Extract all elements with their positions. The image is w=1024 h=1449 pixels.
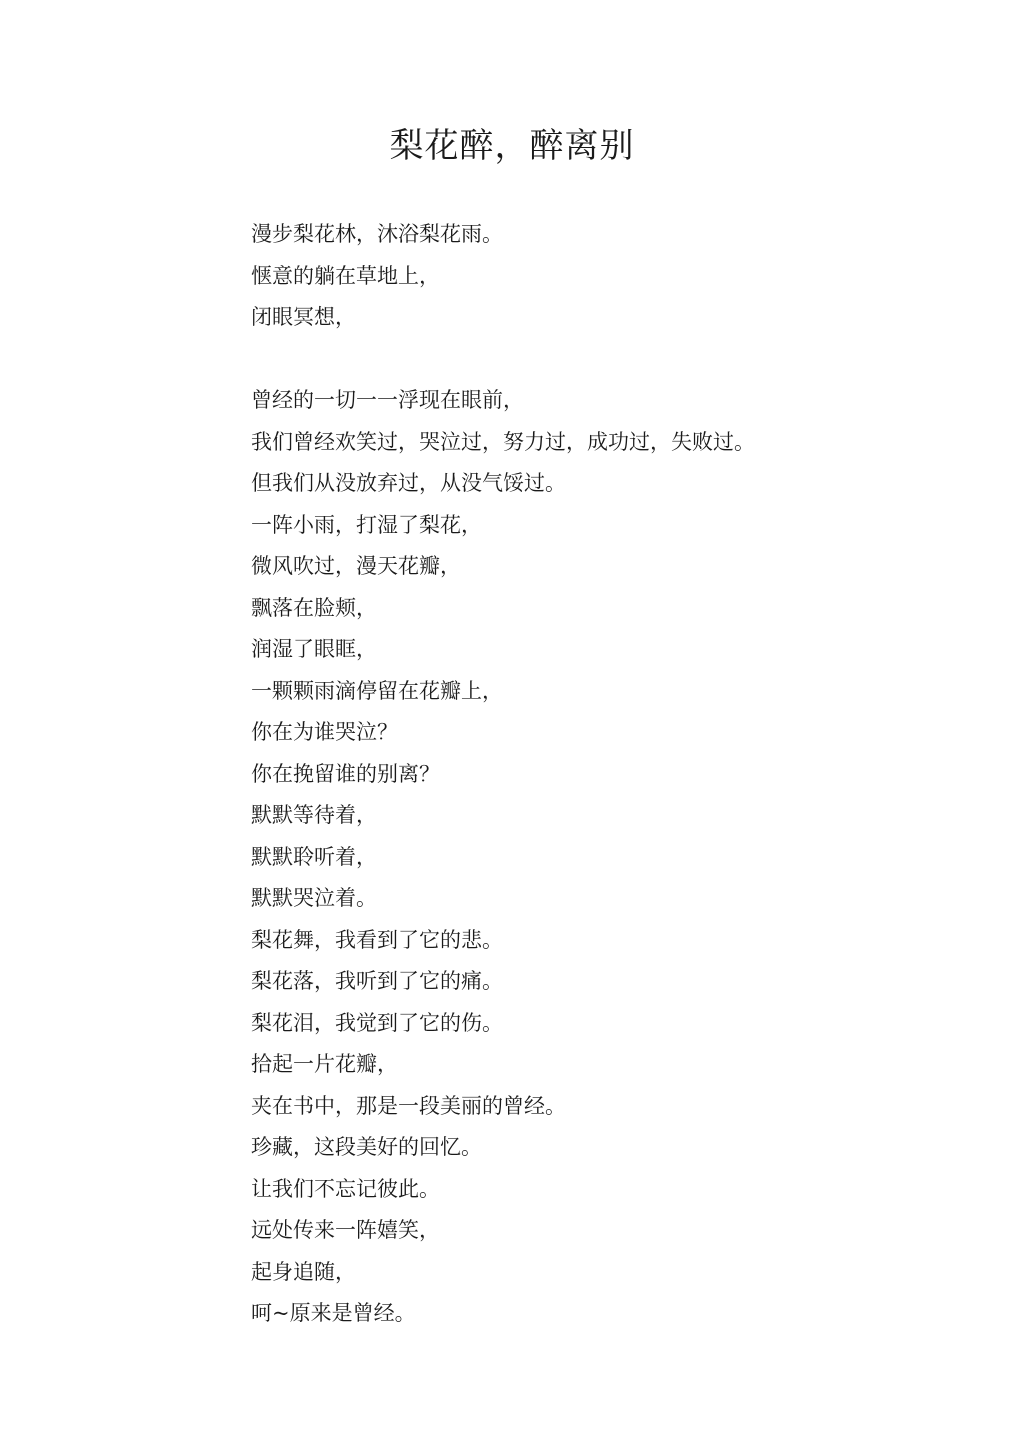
- poem-line: 润湿了眼眶，: [251, 637, 377, 661]
- poem-body: [251, 214, 951, 1335]
- stanza-break: [251, 339, 951, 381]
- poem-line: 夹在书中，那是一段美丽的曾经。: [251, 1093, 566, 1118]
- poem-line: 闭眼冥想，: [251, 305, 356, 329]
- poem-line: 你在挽留谁的别离？: [251, 761, 440, 786]
- poem-line: 梨花泪，我觉到了它的伤。: [251, 1010, 503, 1035]
- poem-line: 让我们不忘记彼此。: [251, 1176, 440, 1201]
- poem-line: 起身追随，: [251, 1259, 356, 1284]
- poem-line: 惬意的躺在草地上，: [251, 263, 440, 288]
- poem-line: 默默聆听着，: [251, 844, 377, 869]
- poem-title: 梨花醉，醉离别: [389, 126, 635, 166]
- poem-line: 微风吹过，漫天花瓣，: [251, 554, 461, 578]
- poem-line: 你在为谁哭泣？: [251, 720, 398, 744]
- poem-line: 拾起一片花瓣，: [251, 1052, 398, 1076]
- poem-line: 默默哭泣着。: [251, 886, 377, 910]
- poem-line: 一颗颗雨滴停留在花瓣上，: [251, 678, 503, 703]
- poem-line: 曾经的一切一一浮现在眼前，: [251, 388, 524, 412]
- poem-line: 远处传来一阵嬉笑，: [251, 1218, 440, 1242]
- poem-line: 梨花落，我听到了它的痛。: [251, 969, 503, 993]
- poem-line: 梨花舞，我看到了它的悲。: [251, 927, 503, 952]
- poem-line: 我们曾经欢笑过，哭泣过，努力过，成功过，失败过。: [251, 429, 755, 454]
- poem-line: 漫步梨花林，沐浴梨花雨。: [251, 222, 503, 246]
- poem-line: 飘落在脸颊，: [251, 595, 377, 620]
- poem-line: 但我们从没放弃过，从没气馁过。: [251, 471, 566, 495]
- poem-line: 一阵小雨，打湿了梨花，: [251, 512, 482, 537]
- poem-line: 默默等待着，: [251, 803, 377, 827]
- poem-line: 呵~原来是曾经。: [251, 1301, 416, 1325]
- poem-line: 珍藏，这段美好的回忆。: [251, 1135, 482, 1159]
